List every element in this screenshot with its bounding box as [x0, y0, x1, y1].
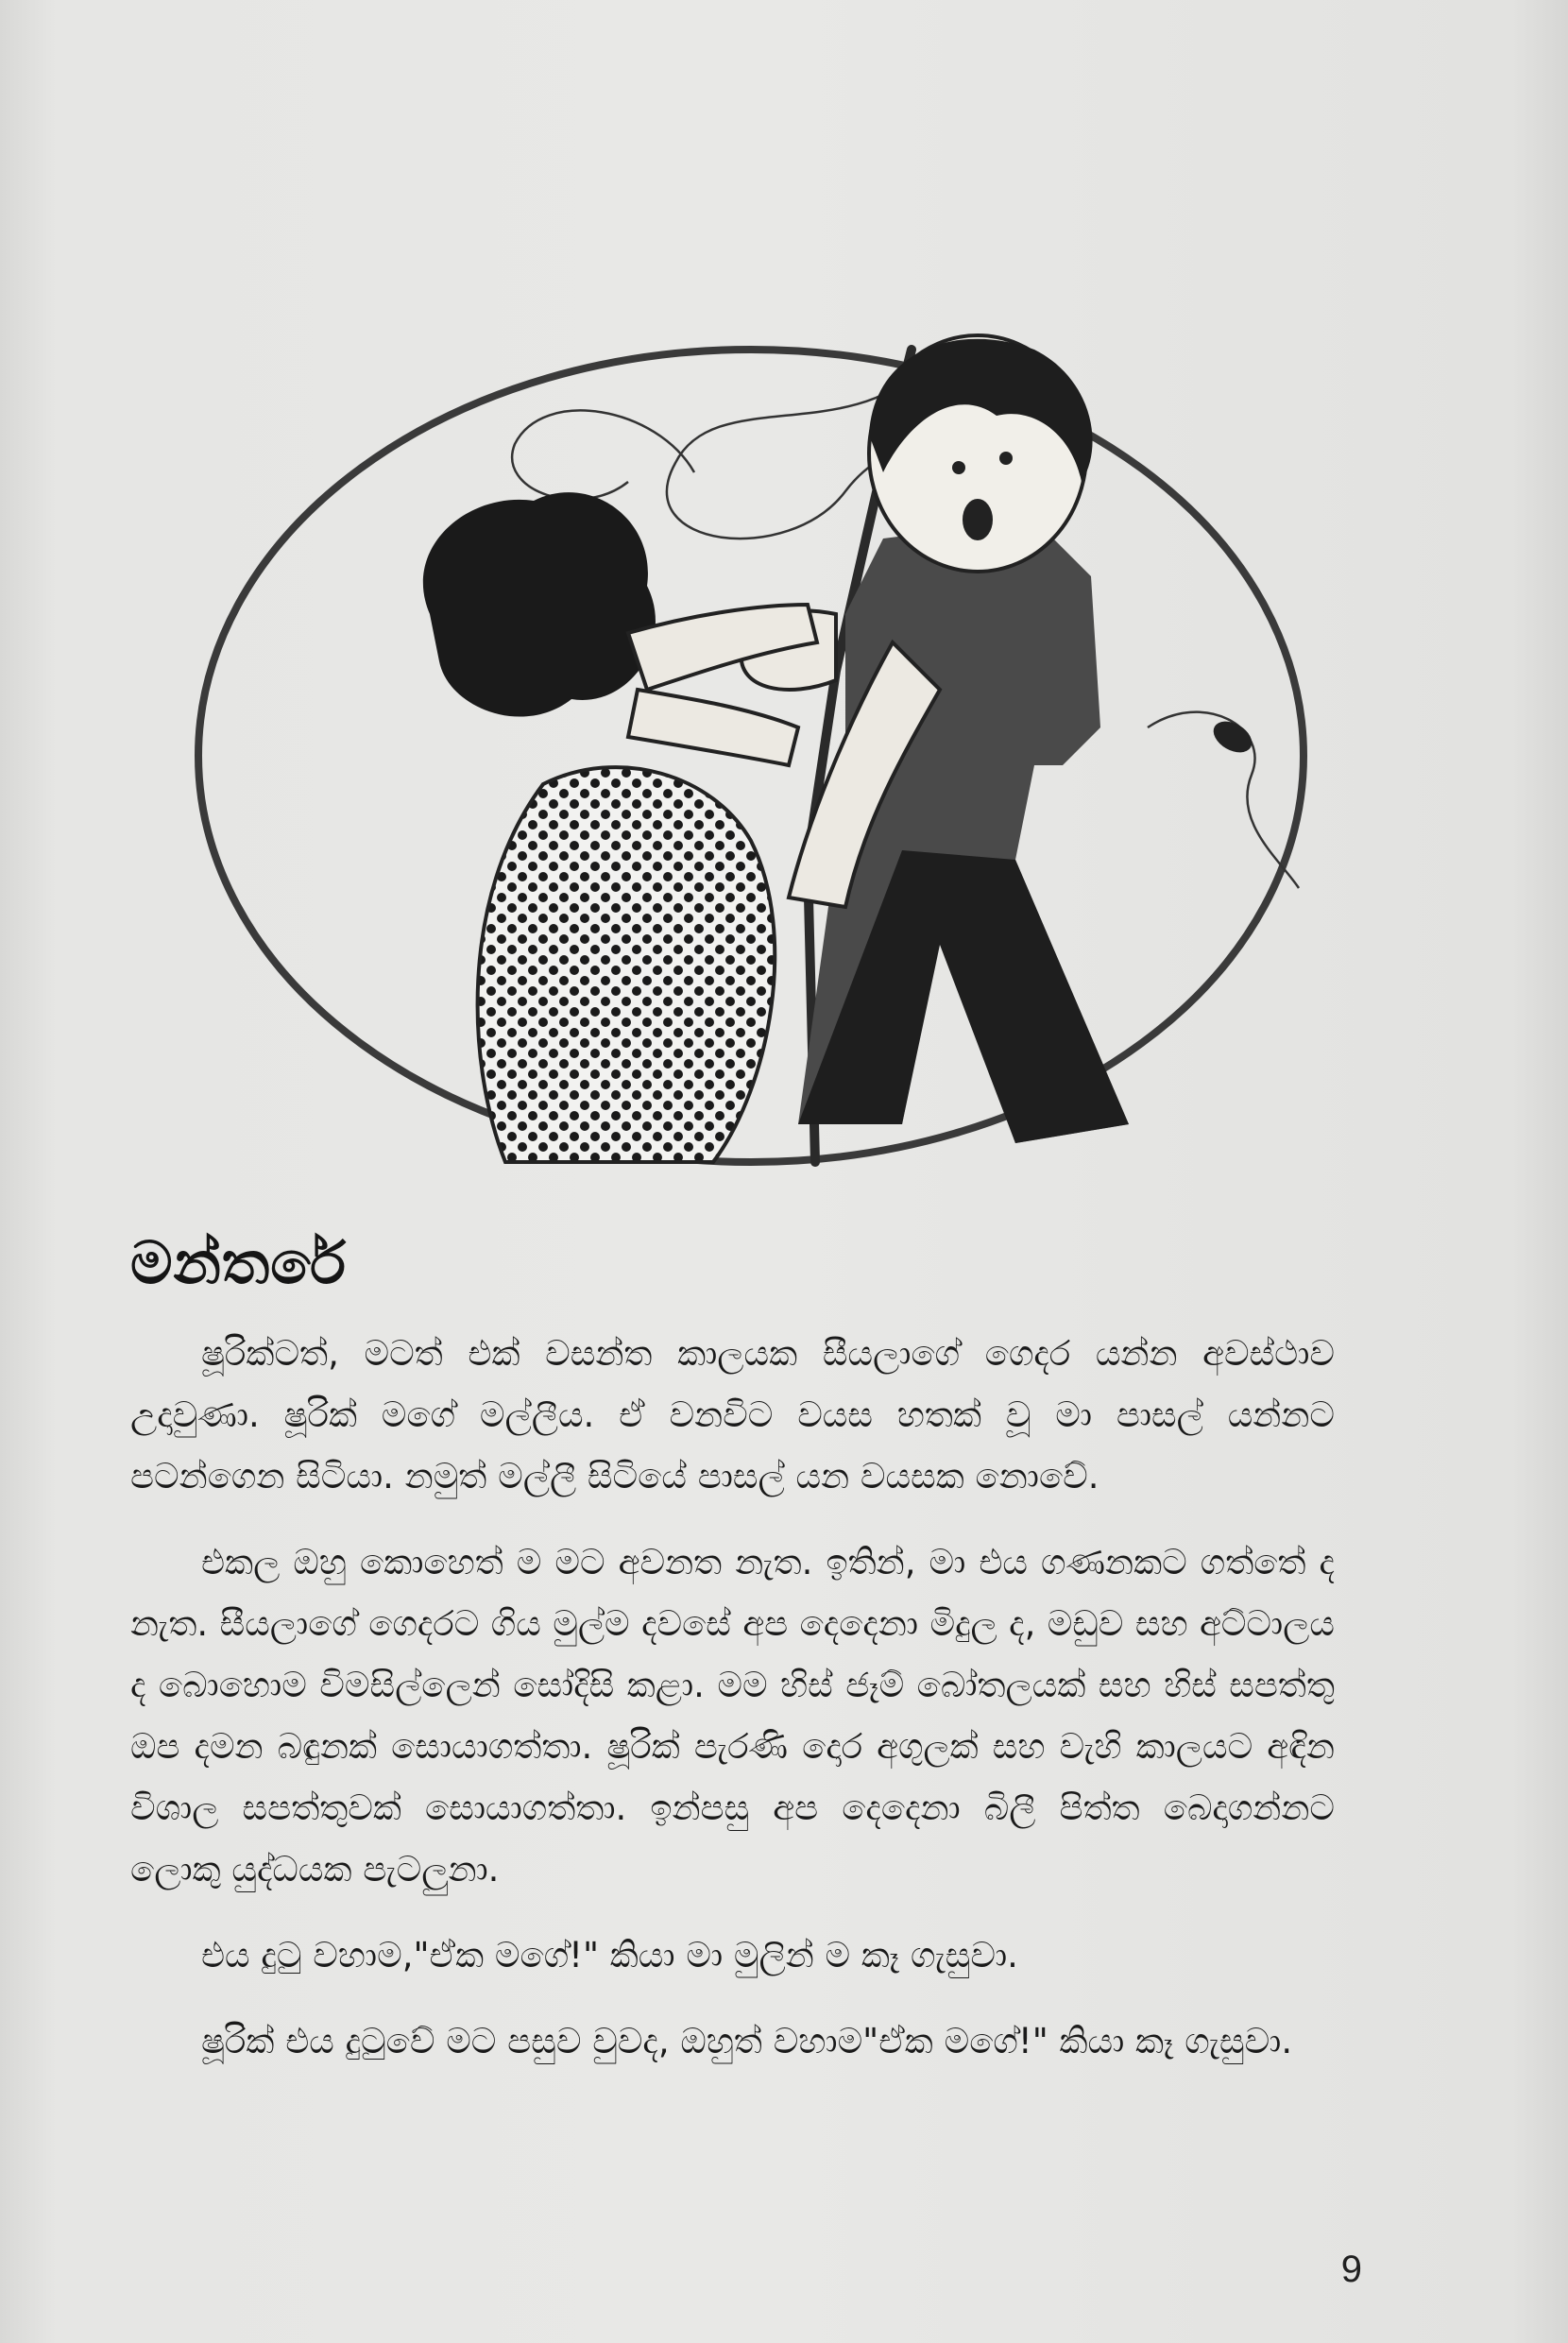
- story-illustration: [184, 331, 1318, 1181]
- paragraph-4: ෂූරික් එය දුටුවේ මට පසුව වුවද, ඔහුත් වහාම"ඒක මගේ!" කියා කෑ ගැසුවා.: [201, 2021, 1293, 2061]
- paragraph-3: එය දුටු වහාම,"ඒක මගේ!" කියා මා මුලින් ම කෑ ගැසුවා.: [201, 1935, 1018, 1975]
- paragraph-1: ෂූරික්ටත්, මටත් එක් වසන්ත කාලයක සීයලාගේ ගෙදර යන්න අවස්ථාව උදාවුණා. ෂූරික් මගේ මල්ලීය. ඒ වනවිට වයස හතක් වූ මා පාසල් යන්නට පටන්ගෙන සිටියා. නමුත් මල්ලී සිටියේ පාසල් යන වයසක නොවේ.: [130, 1333, 1335, 1496]
- chapter-title: මන්තරේ: [130, 1228, 347, 1297]
- story-text: [130, 1323, 1335, 2096]
- paragraph-2: එකල ඔහු කොහෙත් ම මට අවනත නැත. ඉතින්, මා එය ගණනකට ගත්තේ ද නැත. සීයලාගේ ගෙදරට ගිය මුල්ම දවසේ අප දෙදෙනා මිදුල ද, මඩුව සහ අට්ටාලය ද බොහොම විමසිල්ලෙන් සෝදිසි කළා. මම හිස් ජෑම් බෝතලයක් සහ හිස් සපත්තු ඔප දමන බඳුනක් සොයාගත්තා. ෂූරික් පැරණි දොර අගුලක් සහ වැහි කාලයට අඳින විශාල සපත්තුවක් සොයාගත්තා. ඉන්පසු අප දෙදෙනා බිලී පිත්ත බෙදාගන්නට ලොකු යුද්ධයක පැටලුනා.: [130, 1542, 1335, 1890]
- page-number: 9: [1340, 2249, 1362, 2290]
